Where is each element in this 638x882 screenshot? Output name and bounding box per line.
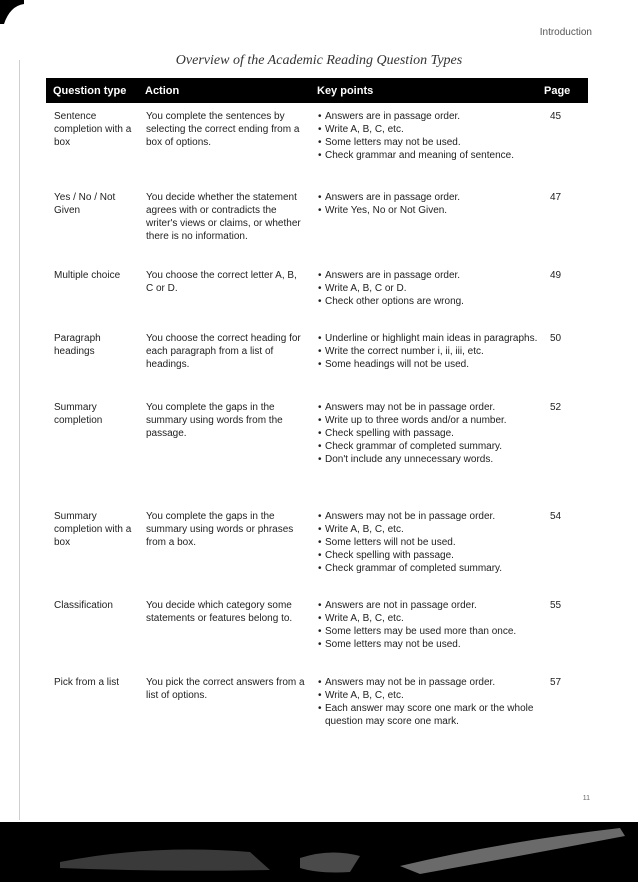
key-point: • Check grammar of completed summary. (318, 562, 540, 575)
table-row (46, 325, 588, 394)
cell-page: 50 (550, 333, 562, 344)
cell-page: 45 (550, 111, 562, 122)
running-header: Introduction (539, 27, 592, 38)
question-types-table (46, 78, 588, 735)
cell-question-type: Classification (54, 600, 113, 611)
cell-key-points (310, 669, 544, 735)
key-point: • Check grammar of completed summary. (318, 440, 540, 453)
key-point: • Some letters may not be used. (318, 136, 540, 149)
cell-key-points (310, 592, 544, 669)
key-point: • Write up to three words and/or a number. (318, 414, 540, 427)
key-point: • Underline or highlight main ideas in paragraphs. (318, 332, 540, 345)
cell-key-points (310, 325, 544, 394)
key-point: • Answers are in passage order. (318, 269, 540, 282)
header-question-type: Question type (46, 78, 138, 103)
table-row (46, 262, 588, 325)
cell-action: You pick the correct answers from a list of options. (146, 677, 305, 701)
key-point: • Answers are in passage order. (318, 110, 540, 123)
cell-page: 49 (550, 270, 562, 281)
cell-action: You complete the sentences by selecting the correct ending from a box of options. (146, 111, 300, 148)
cell-page: 55 (550, 600, 562, 611)
header-action: Action (138, 78, 310, 103)
header-page: Page (544, 78, 588, 103)
cell-page: 52 (550, 402, 562, 413)
key-point: • Write Yes, No or Not Given. (318, 204, 540, 217)
key-point: • Answers are not in passage order. (318, 599, 540, 612)
key-point: • Check spelling with passage. (318, 549, 540, 562)
table-row (46, 184, 588, 262)
cell-question-type: Paragraph headings (54, 333, 101, 357)
key-point: • Check spelling with passage. (318, 427, 540, 440)
cell-question-type: Yes / No / Not Given (54, 192, 116, 216)
key-point: • Some letters may be used more than once. (318, 625, 540, 638)
table-row (46, 394, 588, 503)
key-point: • Answers may not be in passage order. (318, 510, 540, 523)
cell-key-points (310, 103, 544, 184)
key-point: • Answers may not be in passage order. (318, 401, 540, 414)
table-row (46, 503, 588, 592)
cell-page: 57 (550, 677, 562, 688)
cell-action: You complete the gaps in the summary using words from the passage. (146, 402, 283, 439)
key-point: • Write A, B, C, etc. (318, 689, 540, 702)
table-row (46, 103, 588, 184)
page-title: Overview of the Academic Reading Question Types (175, 53, 463, 68)
cell-action: You decide whether the statement agrees with or contradicts the writer's views or claims, or whether there is no information. (146, 192, 301, 242)
cell-key-points (310, 394, 544, 503)
key-point: • Check other options are wrong. (318, 295, 540, 308)
cell-question-type: Summary completion with a box (54, 511, 132, 548)
key-point: • Some letters will not be used. (318, 536, 540, 549)
table-row (46, 592, 588, 669)
key-point: • Each answer may score one mark or the whole question may score one mark. (318, 702, 540, 728)
key-point: • Write the correct number i, ii, iii, etc. (318, 345, 540, 358)
cell-question-type: Multiple choice (54, 270, 121, 281)
cell-question-type: Pick from a list (54, 677, 120, 688)
key-point: • Write A, B, C, etc. (318, 523, 540, 536)
table-header-row (46, 78, 588, 103)
cell-action: You complete the gaps in the summary using words or phrases from a box. (146, 511, 294, 548)
key-point: • Check grammar and meaning of sentence. (318, 149, 540, 162)
key-point: • Write A, B, C, etc. (318, 123, 540, 136)
key-point: • Don't include any unnecessary words. (318, 453, 540, 466)
scan-bottom-band (0, 822, 638, 882)
scan-edge-line (19, 60, 20, 820)
key-point: • Answers are in passage order. (318, 191, 540, 204)
cell-action: You choose the correct letter A, B, C or D. (146, 270, 297, 294)
key-point: • Write A, B, C, etc. (318, 612, 540, 625)
cell-key-points (310, 184, 544, 262)
cell-key-points (310, 503, 544, 592)
key-point: • Some headings will not be used. (318, 358, 540, 371)
cell-action: You choose the correct heading for each paragraph from a list of headings. (146, 333, 301, 370)
key-point: • Write A, B, C or D. (318, 282, 540, 295)
cell-page: 47 (550, 192, 562, 203)
header-key-points: Key points (310, 78, 544, 103)
cell-key-points (310, 262, 544, 325)
cell-question-type: Sentence completion with a box (54, 111, 132, 148)
key-point: • Answers may not be in passage order. (318, 676, 540, 689)
cell-action: You decide which category some statements or features belong to. (146, 600, 293, 624)
cell-page: 54 (550, 511, 562, 522)
table-row (46, 669, 588, 735)
scan-corner-mark (0, 0, 24, 24)
cell-question-type: Summary completion (54, 402, 103, 426)
key-point: • Some letters may not be used. (318, 638, 540, 651)
page-number: 11 (582, 795, 590, 802)
